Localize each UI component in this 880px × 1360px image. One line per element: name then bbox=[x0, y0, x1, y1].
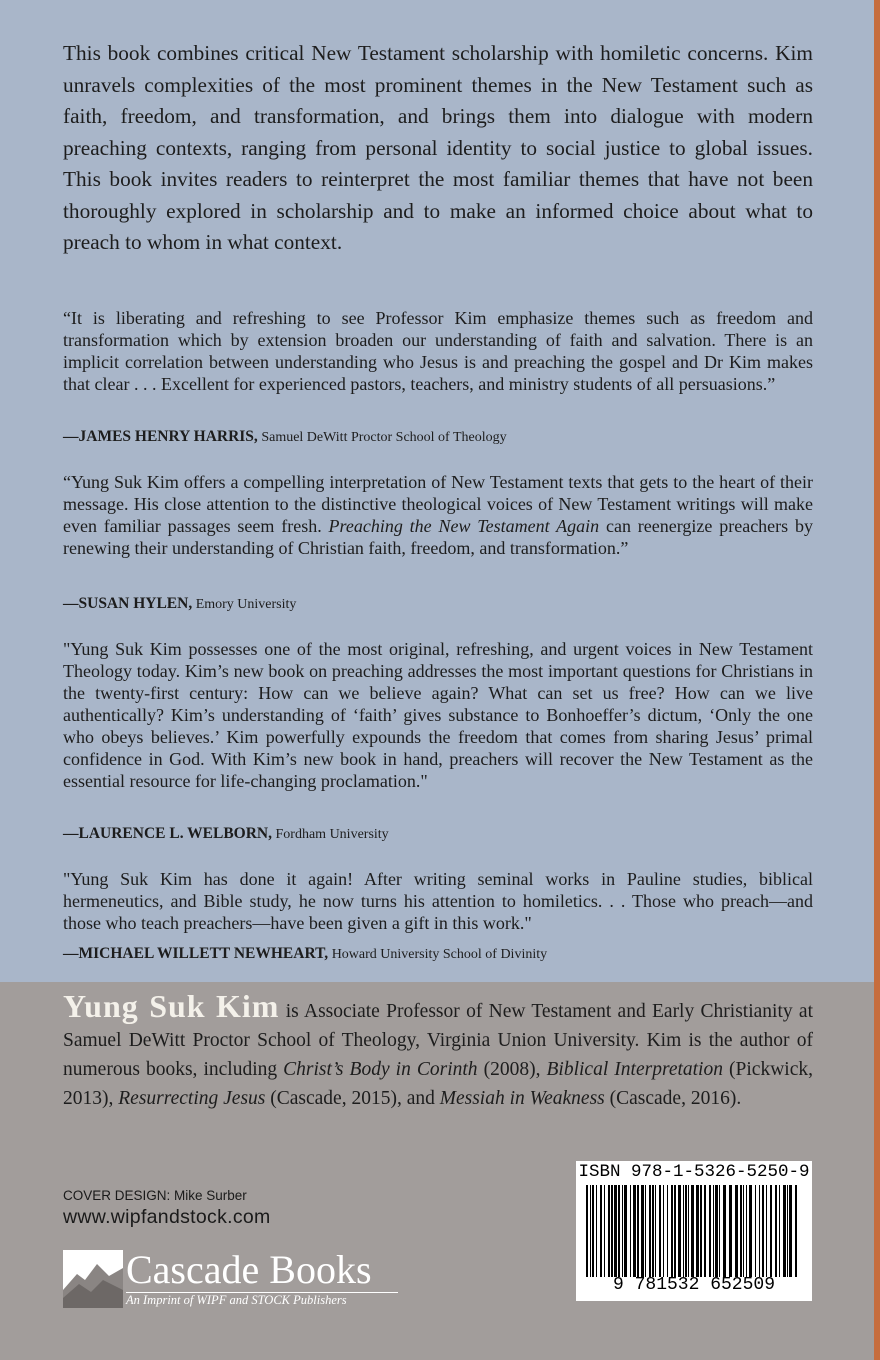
endorsement-quote: "Yung Suk Kim possesses one of the most original, refreshing, and urgent voices in New Testament Theology today. Kim’s new book on preaching addresses the most important questions for Christians in the twenty-first century: How can we believe again? What can set us free? How can we live authentically? Kim’s understanding of ‘faith’ gives substance to Bonhoeffer’s dictum, ‘Only the one who obeys believes.’ Kim powerfully expounds the freedom that comes from sharing Jesus’ primal confidence in God. With Kim’s new book in hand, preachers will recover the New Testament as the essential resource for life-changing proclamation." bbox=[63, 639, 813, 791]
barcode-digits: 9 781532 652509 bbox=[612, 1275, 776, 1295]
barcode-bar bbox=[667, 1185, 668, 1277]
bio-text: is Associate Professor of New Testament and Early Christianity at Samuel DeWitt Proctor School of Theology, Virginia Union University. Kim is the author of numerous books, including bbox=[63, 1001, 813, 1080]
barcode-bar bbox=[688, 1185, 689, 1277]
barcode-bar bbox=[622, 1185, 623, 1277]
barcode-bar bbox=[775, 1185, 777, 1277]
barcode-bars bbox=[586, 1185, 802, 1277]
barcode-bar bbox=[787, 1185, 788, 1277]
barcode-bar bbox=[611, 1185, 613, 1277]
publisher-name: Cascade Books bbox=[126, 1247, 372, 1292]
barcode-bar bbox=[630, 1185, 631, 1277]
barcode-bar bbox=[596, 1185, 597, 1277]
endorser-affiliation: Howard University School of Divinity bbox=[331, 947, 548, 962]
barcode-bar bbox=[691, 1185, 694, 1277]
quote-text: “Yung Suk Kim offers a compelling interpretation of New Testament texts that gets to the heart of their message. His close attention to the distinctive theological voices of New Testament writings will make even familiar passages seem fresh. bbox=[63, 472, 813, 536]
author-bio bbox=[63, 988, 813, 1113]
book-title: Resurrecting Jesus bbox=[118, 1088, 266, 1109]
barcode-bar bbox=[735, 1185, 738, 1277]
barcode-bar bbox=[746, 1185, 747, 1277]
barcode-bar bbox=[592, 1185, 594, 1277]
barcode-bar bbox=[700, 1185, 702, 1277]
barcode-bar bbox=[590, 1185, 591, 1277]
endorsement-quote: “It is liberating and refreshing to see Professor Kim emphasize themes such as freedom and transformation which by extension broaden our understanding of faith and salvation. There is an implicit correlation between understanding who Jesus is and preaching the gospel and Dr Kim makes that clear . . . Excellent for experienced pastors, teachers, and ministry students of all persuasions.” bbox=[63, 308, 813, 394]
author-name: Yung Suk Kim bbox=[63, 988, 280, 1024]
barcode-bar bbox=[709, 1185, 711, 1277]
barcode-bar bbox=[740, 1185, 742, 1277]
book-title: Messiah in Weakness bbox=[439, 1088, 605, 1109]
barcode-bar bbox=[715, 1185, 718, 1277]
barcode-bar bbox=[663, 1185, 664, 1277]
barcode-bar bbox=[645, 1185, 646, 1277]
endorser-affiliation: Emory University bbox=[195, 597, 297, 612]
book-title: Christ’s Body in Corinth bbox=[283, 1059, 478, 1080]
barcode-bar bbox=[678, 1185, 681, 1277]
barcode-bar bbox=[655, 1185, 656, 1277]
barcode-bar bbox=[783, 1185, 786, 1277]
barcode-bar bbox=[600, 1185, 602, 1277]
endorser-affiliation: Samuel DeWitt Proctor School of Theology bbox=[261, 430, 507, 445]
endorser-name: —LAURENCE L. WELBORN, bbox=[63, 825, 273, 842]
barcode-bar bbox=[770, 1185, 772, 1277]
endorser-name: —SUSAN HYLEN, bbox=[63, 595, 193, 612]
bio-text: (Cascade, 2016). bbox=[604, 1088, 742, 1109]
barcode-bar bbox=[729, 1185, 732, 1277]
endorser-name: —MICHAEL WILLETT NEWHEART, bbox=[63, 945, 329, 962]
endorser-affiliation: Fordham University bbox=[275, 827, 389, 842]
barcode-bar bbox=[779, 1185, 780, 1277]
barcode-bar bbox=[637, 1185, 639, 1277]
isbn-label: ISBN 978-1-5326-5250-9 bbox=[578, 1162, 810, 1182]
mountain-icon bbox=[63, 1250, 123, 1308]
barcode-bar bbox=[641, 1185, 644, 1277]
publisher-website: www.wipfandstock.com bbox=[63, 1206, 271, 1228]
barcode-bar bbox=[755, 1185, 756, 1277]
cover-design-credit: COVER DESIGN: Mike Surber bbox=[63, 1188, 247, 1203]
barcode-bar bbox=[685, 1185, 687, 1277]
barcode-bar bbox=[713, 1185, 714, 1277]
barcode-bar bbox=[743, 1185, 744, 1277]
barcode-bar bbox=[683, 1185, 684, 1277]
barcode-bar bbox=[586, 1185, 588, 1277]
endorsement-attribution bbox=[63, 595, 296, 613]
barcode-bar bbox=[652, 1185, 654, 1277]
barcode-bar bbox=[759, 1185, 760, 1277]
barcode-bar bbox=[604, 1185, 605, 1277]
publisher-tagline: An Imprint of WIPF and STOCK Publishers bbox=[126, 1293, 347, 1307]
spine-edge bbox=[874, 0, 880, 1360]
barcode-bar bbox=[659, 1185, 661, 1277]
book-title: Biblical Interpretation bbox=[546, 1059, 723, 1080]
endorsement-attribution bbox=[63, 428, 507, 446]
bio-text: (2008), bbox=[477, 1059, 547, 1080]
barcode-bar bbox=[719, 1185, 720, 1277]
barcode-bar bbox=[674, 1185, 676, 1277]
endorser-name: —JAMES HENRY HARRIS, bbox=[63, 428, 258, 445]
isbn-barcode bbox=[576, 1161, 812, 1301]
barcode-bar bbox=[624, 1185, 627, 1277]
endorsement-attribution bbox=[63, 945, 547, 963]
bio-text: (Pickwick, 2013), bbox=[63, 1059, 813, 1109]
barcode-bar bbox=[614, 1185, 617, 1277]
barcode-bar bbox=[795, 1185, 797, 1277]
bio-text: (Cascade, 2015), and bbox=[265, 1088, 440, 1109]
barcode-bar bbox=[671, 1185, 673, 1277]
barcode-bar bbox=[762, 1185, 764, 1277]
barcode-bar bbox=[649, 1185, 651, 1277]
quote-book-title: Preaching the New Testament Again bbox=[328, 516, 600, 536]
book-description: This book combines critical New Testament scholarship with homiletic concerns. Kim unravels complexities of the most prominent themes in the New Testament such as faith, freedom, and transformation, and brings them into dialogue with modern preaching contexts, ranging from personal identity to social justice to global issues. This book invites readers to reinterpret the most familiar themes that have not been thoroughly explored in scholarship and to make an informed choice about what to preach to whom in what context. bbox=[63, 41, 813, 254]
barcode-bar bbox=[618, 1185, 620, 1277]
endorsement-quote bbox=[63, 471, 813, 559]
barcode-bar bbox=[704, 1185, 706, 1277]
barcode-bar bbox=[723, 1185, 726, 1277]
barcode-bar bbox=[766, 1185, 767, 1277]
quote-text: can reenergize preachers by renewing their understanding of Christian faith, freedom, and transformation.” bbox=[63, 516, 813, 558]
barcode-bar bbox=[633, 1185, 636, 1277]
endorsement-quote: "Yung Suk Kim has done it again! After writing seminal works in Pauline studies, biblical hermeneutics, and Bible study, he now turns his attention to homiletics. . . Those who preach—and those who teach preachers—have been given a gift in this work." bbox=[63, 869, 813, 933]
endorsement-attribution bbox=[63, 825, 389, 843]
publisher-logo bbox=[63, 1248, 403, 1310]
barcode-bar bbox=[789, 1185, 792, 1277]
barcode-bar bbox=[608, 1185, 610, 1277]
barcode-bar bbox=[749, 1185, 752, 1277]
barcode-bar bbox=[696, 1185, 699, 1277]
